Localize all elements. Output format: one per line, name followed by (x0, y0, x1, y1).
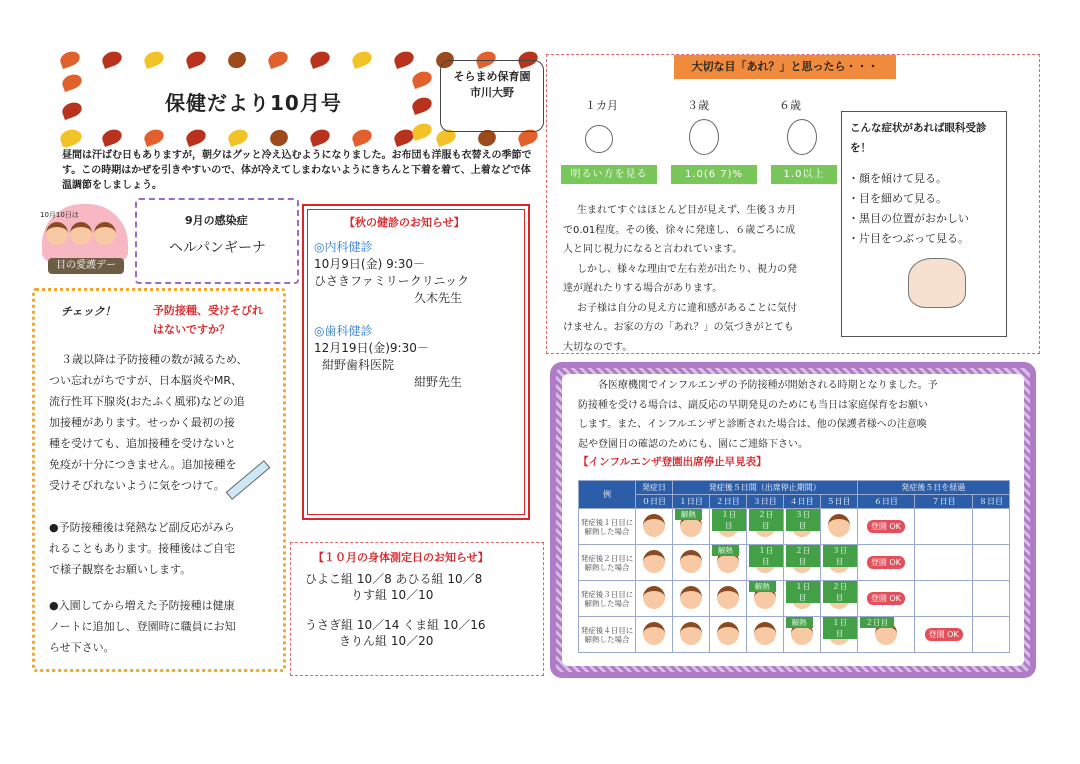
row-label: 発症後４日目に解熱した場合 (579, 617, 636, 653)
vaccine-box (32, 288, 286, 672)
flu-table-title: 【インフルエンザ登園出席停止早見表】 (578, 456, 767, 468)
measure-line-2: りす組 10／10 (351, 588, 434, 602)
table-cell (915, 581, 973, 617)
fever-arrow-label: １日目 (749, 545, 783, 567)
child-face-icon (828, 514, 850, 537)
fever-arrow-label: ２日目 (860, 617, 895, 628)
dental-clinic: 紺野歯科医院 (322, 358, 395, 372)
age-6-years: ６歳 (779, 99, 801, 112)
table-cell (672, 509, 709, 545)
flu-box (550, 362, 1036, 678)
vaccine-title-2: はないですか？ (153, 323, 230, 336)
table-cell (820, 617, 857, 653)
table-cell (746, 581, 783, 617)
child-face-icon (643, 550, 665, 573)
older-child-face-icon (787, 119, 817, 155)
vision-6-years: 1.0以上 (771, 165, 837, 184)
ok-badge: 登園 OK (867, 556, 905, 569)
school-name: そらまめ保育園 (453, 70, 531, 83)
table-cell (820, 581, 857, 617)
fever-arrow-label: １日目 (786, 581, 820, 603)
table-cell (636, 509, 673, 545)
fever-arrow-label: ３日目 (786, 509, 820, 531)
th-day: ２日目 (709, 495, 746, 509)
table-cell (709, 581, 746, 617)
child-face-icon (689, 119, 719, 155)
vision-3-years: 1.0(6 7)% (671, 165, 757, 184)
table-cell (973, 581, 1010, 617)
fever-arrow-label: ２日目 (749, 509, 783, 531)
th-day: ７日目 (915, 495, 973, 509)
table-cell (636, 617, 673, 653)
table-cell (783, 581, 820, 617)
age-1-month: １カ月 (585, 99, 618, 112)
vaccine-paragraph-1: ３歳以降は予防接種の数が減るため、 つい忘れがちですが、日本脳炎やMR、 流行性耳下腺炎(おたふく風邪)などの追 加接種があります。せっかく最初の接 種を受けても、追加接種を受けないと 免疫が十分につきません。追加接種を 受けそびれないように気をつけて。 (49, 353, 248, 492)
ok-badge: 登園 OK (867, 592, 905, 605)
table-cell (672, 545, 709, 581)
leaf-border-left (62, 75, 82, 145)
table-cell (746, 617, 783, 653)
symptom-3: ・黒目の位置がおかしい (848, 212, 969, 225)
table-cell (783, 545, 820, 581)
table-cell (973, 617, 1010, 653)
intro-text: 昼間は汗ばむ日もありますが，朝夕はグッと冷え込むようになりました。お布団も洋服も衣替えの季節です。この時期はかぜを引きやすいので、体が冷えてしまわないようにきちんと下着を着て、上着などで体温調節をしましょう。 (62, 150, 532, 191)
fever-arrow-label: 解熱 (675, 509, 702, 520)
infection-heading: 9月の感染症 (185, 214, 248, 227)
table-row (579, 545, 1010, 581)
vaccine-title-1: 予防接種、受けそびれ (153, 304, 263, 317)
dental-doctor: 紺野先生 (414, 375, 463, 389)
child-face-icon (643, 622, 665, 645)
symptoms-title-2: を！ (850, 142, 871, 154)
child-face-icon (717, 586, 739, 609)
child-face-icon (754, 622, 776, 645)
table-cell (746, 509, 783, 545)
child-face-icon (680, 622, 702, 645)
measure-line-1: ひよこ組 10／8 あひる組 10／8 (305, 572, 483, 586)
th-day: ３日目 (746, 495, 783, 509)
baby-face-icon (585, 125, 613, 153)
symptom-4: ・片目をつぶって見る。 (848, 232, 969, 245)
age-3-years: ３歳 (687, 99, 709, 112)
table-cell (783, 617, 820, 653)
row-label: 発症後２日目に解熱した場合 (579, 545, 636, 581)
table-cell (672, 617, 709, 653)
eyes-body: 生まれてすぐはほとんど目が見えず、生後３カ月 で0.01程度。その後、徐々に発達し、６歳ごろに成 人と同じ視力になると言われています。 しかし、様々な理由で左右差が出たり、視力の発 達が遅れたりする場合があります。 お子様は自分の見え方に違和感があることに気付 けません。お家の方の「あれ？」の気づきがとても 大切なのです。 (563, 205, 797, 353)
fever-arrow-label: 解熱 (786, 617, 813, 628)
child-face-icon (717, 622, 739, 645)
table-cell (915, 617, 973, 653)
table-cell (672, 581, 709, 617)
fever-arrow-label: 解熱 (712, 545, 739, 556)
vaccine-check-label: チェック！ (61, 305, 116, 318)
leaf-border-bottom (60, 130, 538, 146)
th-day: ０日目 (636, 495, 673, 509)
checkup-heading: 【秋の健診のお知らせ】 (344, 216, 465, 229)
table-row (579, 509, 1010, 545)
table-cell (857, 509, 915, 545)
leaf-border-right (412, 72, 432, 138)
fever-arrow-label: ３日目 (823, 545, 857, 567)
table-cell (636, 545, 673, 581)
table-cell (636, 581, 673, 617)
eyes-heading: 大切な目「あれ？」と思ったら・・・ (674, 55, 896, 79)
symptoms-title-1: こんな症状があれば眼科受診 (850, 122, 987, 134)
school-branch: 市川大野 (470, 86, 514, 99)
ok-badge: 登園 OK (925, 628, 963, 641)
eyes-box (546, 54, 1040, 354)
fever-arrow-label: ２日目 (823, 581, 857, 603)
fever-arrow-label: １日目 (823, 617, 857, 639)
dental-date: 12月19日(金)9:30－ (314, 341, 429, 355)
school-name-box (440, 60, 544, 132)
page-title: 保健だより10月号 (165, 91, 342, 115)
table-row (579, 581, 1010, 617)
measurement-box (290, 542, 544, 676)
th-day: ６日目 (857, 495, 915, 509)
fever-arrow-label: ２日目 (786, 545, 820, 567)
table-cell (820, 509, 857, 545)
table-cell (709, 617, 746, 653)
th-day: １日目 (672, 495, 709, 509)
flu-table (578, 480, 1010, 653)
table-cell (857, 581, 915, 617)
th-day: ８日目 (973, 495, 1010, 509)
fever-arrow-label: 解熱 (749, 581, 776, 592)
badge-label: 目の愛護デー (48, 258, 124, 274)
ok-badge: 登園 OK (867, 520, 905, 533)
internal-date: 10月9日(金) 9:30－ (314, 257, 426, 271)
parent-child-illustration (908, 258, 966, 308)
table-cell (857, 545, 915, 581)
children-illustration (46, 222, 116, 245)
th-day: ４日目 (783, 495, 820, 509)
table-cell (783, 509, 820, 545)
table-cell (746, 545, 783, 581)
infection-disease: ヘルパンギーナ (169, 240, 267, 256)
table-cell (973, 545, 1010, 581)
table-cell (709, 545, 746, 581)
measure-line-3: うさぎ組 10／14 くま組 10／16 (305, 618, 486, 632)
row-label: 発症後３日目に解熱した場合 (579, 581, 636, 617)
internal-label: ◎内科健診 (314, 240, 373, 254)
symptom-2: ・目を細めて見る。 (848, 192, 947, 205)
symptom-1: ・顔を傾けて見る。 (848, 172, 947, 185)
flu-body: 各医療機関でインフルエンザの予防接種が開始される時期となりました。予 防接種を受ける場合は、副反応の早期発見のためにも当日は家庭保育をお願い します。また、インフルエンザと診断された場合は、他の保護者様への注意喚 起や登園日の確認のためにも、園にご連絡下さい。 (578, 380, 938, 450)
fever-arrow-label: １日目 (712, 509, 746, 531)
badge-date: 10月10日は (40, 211, 79, 219)
table-row (579, 617, 1010, 653)
vaccine-paragraph-3: ●入園してから増えた予防接種は健康 ノートに追加し、登園時に職員にお知 らせ下さい。 (49, 599, 236, 654)
internal-doctor: 久木先生 (414, 291, 463, 305)
th-onset: 発症日 (636, 481, 673, 495)
table-cell (915, 509, 973, 545)
table-cell (820, 545, 857, 581)
th-day: ５日目 (820, 495, 857, 509)
internal-clinic: ひさきファミリークリニック (314, 274, 470, 288)
row-label: 発症後１日目に解熱した場合 (579, 509, 636, 545)
child-face-icon (680, 586, 702, 609)
measure-line-4: きりん組 10／20 (339, 634, 434, 648)
table-cell (973, 509, 1010, 545)
table-cell (709, 509, 746, 545)
measure-heading: 【１０月の身体測定日のお知らせ】 (313, 551, 489, 564)
child-face-icon (643, 586, 665, 609)
th-five-days: 発症後５日間（出席停止期間） (672, 481, 857, 495)
checkup-box (302, 204, 530, 520)
vaccine-paragraph-2: ●予防接種後は発熱など副反応がみら れることもあります。接種後はご自宅 で様子観察をお願いします。 (49, 521, 236, 576)
th-example: 例 (579, 481, 636, 509)
child-face-icon (643, 514, 665, 537)
eye-day-badge (36, 200, 132, 284)
child-face-icon (680, 550, 702, 573)
infection-box (135, 198, 299, 284)
symptoms-box (841, 111, 1007, 337)
vision-1-month: 明るい方を見る (561, 165, 657, 184)
table-cell (915, 545, 973, 581)
table-cell (857, 617, 915, 653)
th-after: 発症後５日を経過 (857, 481, 1009, 495)
dental-label: ◎歯科健診 (314, 324, 373, 338)
